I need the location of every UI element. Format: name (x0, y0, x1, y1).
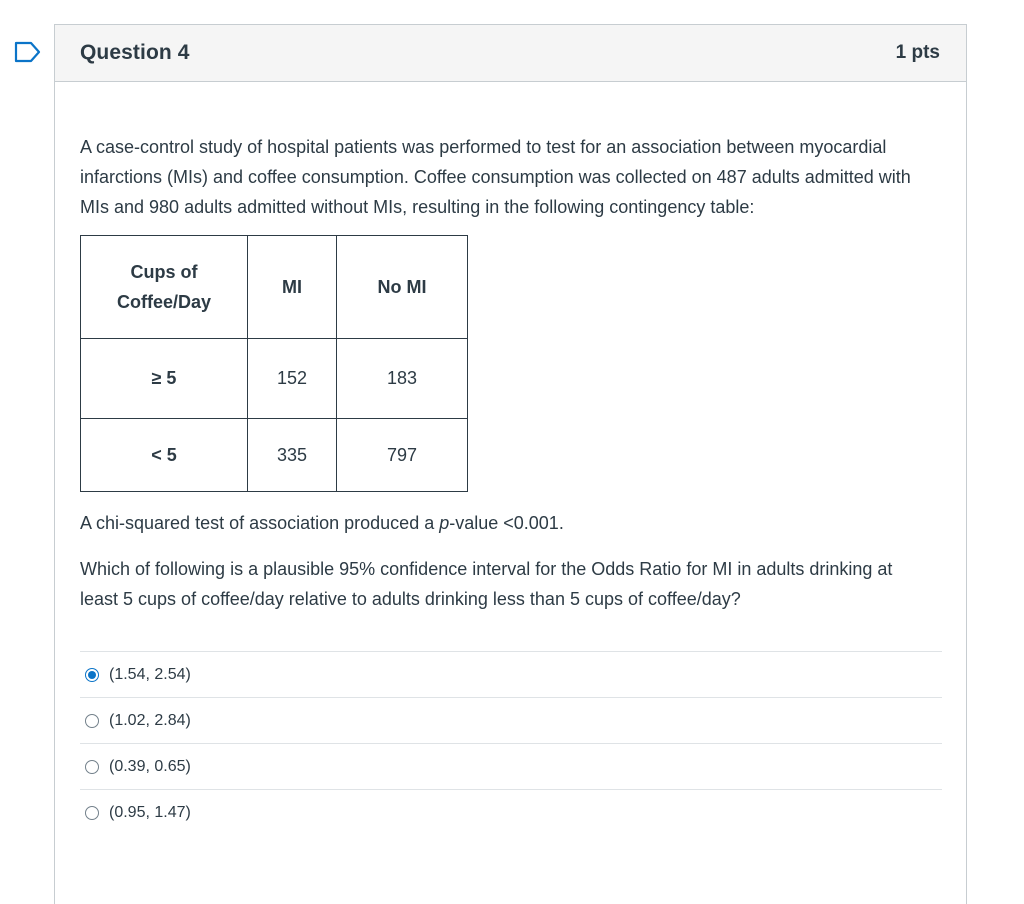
answer-label[interactable]: (1.02, 2.84) (109, 711, 191, 729)
radio-button[interactable] (85, 806, 99, 820)
table-header-row (81, 236, 468, 339)
answer-option[interactable] (80, 743, 942, 789)
contingency-table (80, 235, 468, 492)
flag-question-icon[interactable] (14, 40, 42, 64)
answer-label[interactable]: (1.54, 2.54) (109, 665, 191, 683)
answer-label[interactable]: (0.95, 1.47) (109, 803, 191, 821)
question-stem: A case-control study of hospital patients was performed to test for an association between myocardial infarctions (MIs) and coffee consumption. Coffee consumption was collected on 487 adults admitted with MIs and 980 adults admitted without MIs, resulting in the following contingency table: (80, 137, 911, 217)
question-points: 1 pts (895, 42, 940, 63)
radio-button-selected[interactable] (85, 668, 99, 682)
table-header-mi: MI (248, 236, 337, 339)
table-cell-mi: 152 (248, 339, 337, 419)
question-title: Question 4 (80, 41, 190, 64)
question-header (55, 25, 966, 82)
question-prompt: Which of following is a plausible 95% confidence interval for the Odds Ratio for MI in adults drinking at least 5 cups of coffee/day relative to adults drinking less than 5 cups of coffee/day? (80, 559, 893, 609)
table-row (81, 419, 468, 492)
table-cell-mi: 335 (248, 419, 337, 492)
table-cell-label: ≥ 5 (81, 339, 248, 419)
question-card (54, 24, 967, 904)
chi-squared-statement: A chi-squared test of association produced a p-value <0.001. (80, 513, 564, 533)
radio-button[interactable] (85, 760, 99, 774)
answer-option[interactable] (80, 789, 942, 835)
table-header-cups: Cups of Coffee/Day (81, 236, 248, 339)
answer-label[interactable]: (0.39, 0.65) (109, 757, 191, 775)
answer-option[interactable] (80, 697, 942, 743)
table-cell-no-mi: 183 (337, 339, 468, 419)
radio-button[interactable] (85, 714, 99, 728)
answer-list (80, 651, 942, 835)
table-header-no-mi: No MI (337, 236, 468, 339)
table-row (81, 339, 468, 419)
table-cell-no-mi: 797 (337, 419, 468, 492)
question-body (55, 82, 966, 835)
table-cell-label: < 5 (81, 419, 248, 492)
answer-option[interactable] (80, 651, 942, 697)
